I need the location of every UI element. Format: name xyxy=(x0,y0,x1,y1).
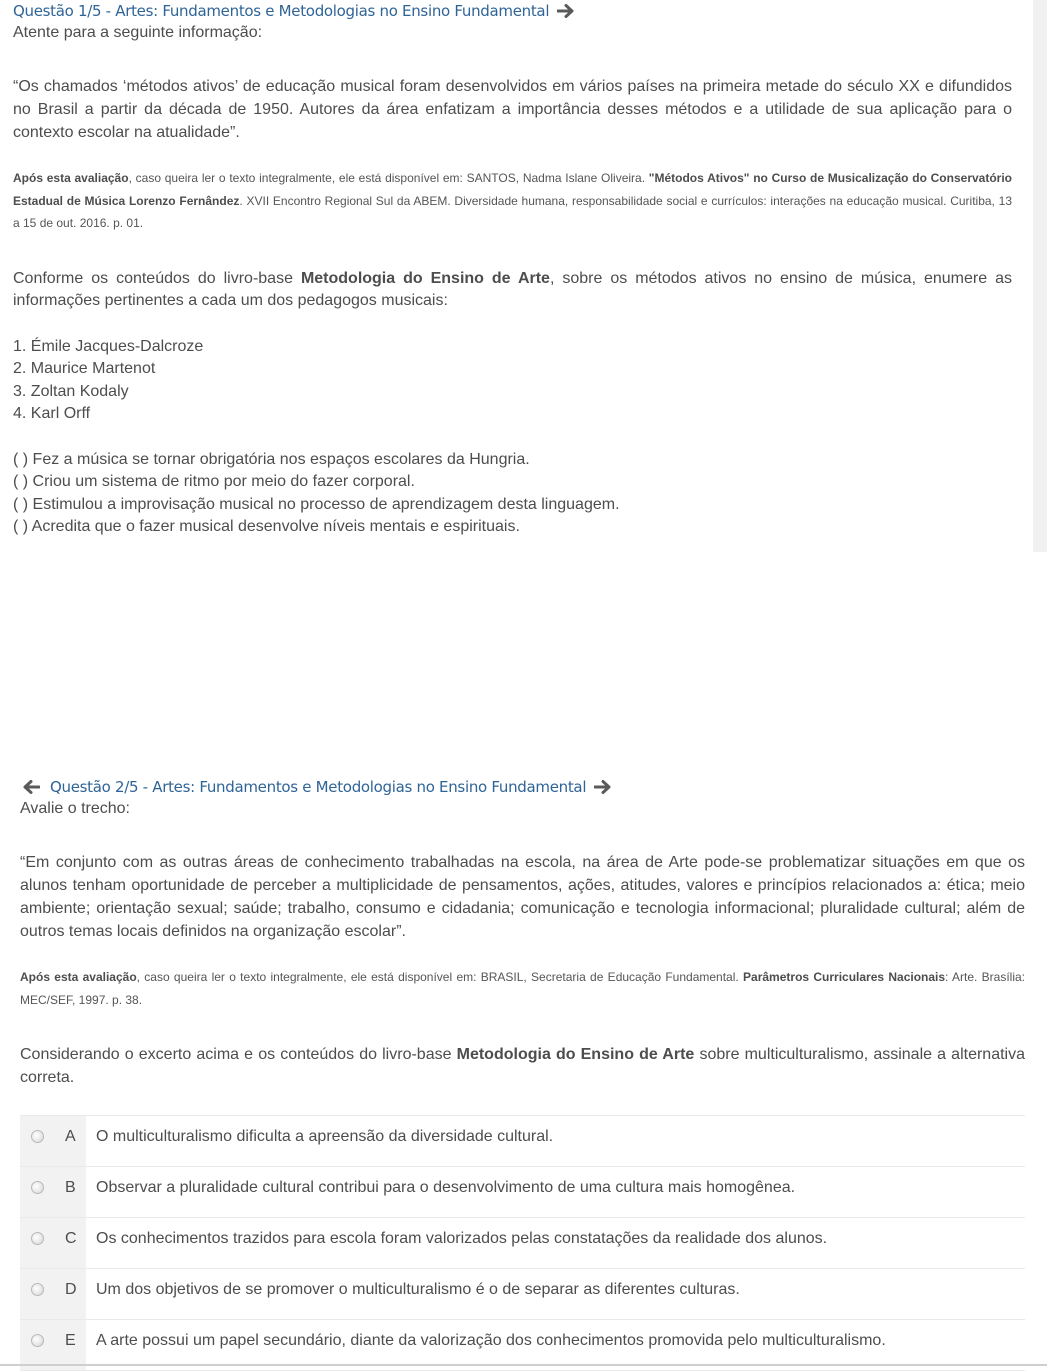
list-item: ( ) Fez a música se tornar obrigatória nos espaços escolares da Hungria. xyxy=(13,450,530,468)
question-2 xyxy=(20,776,1026,1349)
list-item: 2. Maurice Martenot xyxy=(13,360,156,377)
list-item: ( ) Estimulou a improvisação musical no processo de aprendizagem desta linguagem. xyxy=(13,495,620,513)
scrollbar-track[interactable] xyxy=(1033,0,1047,552)
option-text[interactable]: O multiculturalismo dificulta a apreensão da diversidade cultural. xyxy=(96,1128,554,1145)
question-2-title: Questão 2/5 - Artes: Fundamentos e Metodologias no Ensino Fundamental xyxy=(50,778,587,796)
answer-option-b[interactable] xyxy=(20,1167,1025,1218)
option-text[interactable]: Os conhecimentos trazidos para escola foram valorizados pelas constatações da realidade dos alunos. xyxy=(96,1230,828,1247)
option-letter: D xyxy=(65,1281,77,1298)
question-1-prompt: Conforme os conteúdos do livro-base Metodologia do Ensino de Arte, sobre os métodos ativos no ensino de música, enumere as informações pertinentes a cada um dos pedagogos musicais: xyxy=(13,269,1012,309)
radio-button[interactable] xyxy=(31,1181,44,1194)
arrow-right-icon xyxy=(594,779,612,795)
previous-question-button[interactable] xyxy=(20,776,42,798)
question-1-source: Após esta avaliação, caso queira ler o texto integralmente, ele está disponível em: SANTOS, Nadma Islane Oliveira. "Métodos Ativos" no Curso de Musicalização do Conservatório Estadual de Música Lorenzo Fernândez. XVII Encontro Regional Sul da ABEM. Diversidade humana, responsabilidade social e currículos: interações na educação musical. Curitiba, 13 a 15 de out. 2016. p. 01. xyxy=(13,171,1012,230)
option-letter: E xyxy=(65,1332,76,1349)
next-question-button[interactable] xyxy=(592,776,614,798)
question-2-header xyxy=(20,776,1025,798)
question-1-quote: “Os chamados ‘métodos ativos’ de educação musical foram desenvolvidos em vários países na primeira metade do século XX e difundidos no Brasil a partir da década de 1950. Autores da área enfatizam a importância desses métodos e a utilidade de sua aplicação para o contexto escolar na atualidade”. xyxy=(13,78,1012,141)
statements-list xyxy=(13,449,1012,539)
next-question-button[interactable] xyxy=(555,0,577,22)
list-item: 3. Zoltan Kodaly xyxy=(13,382,129,400)
radio-button[interactable] xyxy=(31,1283,44,1296)
question-1-title: Questão 1/5 - Artes: Fundamentos e Metodologias no Ensino Fundamental xyxy=(13,2,550,20)
list-item: 4. Karl Orff xyxy=(13,405,91,422)
option-text[interactable]: A arte possui um papel secundário, diante da valorização dos conhecimentos promovida pelo multiculturalismo. xyxy=(96,1332,886,1349)
question-1-header xyxy=(13,0,1012,22)
question-2-quote: “Em conjunto com as outras áreas de conhecimento trabalhadas na escola, na área de Arte pode-se problematizar situações em que os alunos tenham oportunidade de perceber a multiplicidade de pensamentos, ações, atitudes, valores e princípios relacionados a: ética; meio ambiente; orientação sexual; saúde; trabalho, consumo e cidadania; comunicação e tecnologia informacional; pluralidade cultural; além de outros temas locais definidos na organização escolar”. xyxy=(20,854,1025,940)
list-item: 1. Émile Jacques-Dalcroze xyxy=(13,337,204,355)
arrow-right-icon xyxy=(557,3,575,19)
arrow-left-icon xyxy=(22,779,40,795)
answer-options xyxy=(20,1115,1025,1371)
question-1-intro: Atente para a seguinte informação: xyxy=(13,24,263,41)
option-text[interactable]: Um dos objetivos de se promover o multiculturalismo é o de separar as diferentes culturas. xyxy=(96,1281,740,1298)
answer-option-c[interactable] xyxy=(20,1218,1025,1269)
list-item: ( ) Criou um sistema de ritmo por meio do fazer corporal. xyxy=(13,473,415,490)
answer-option-a[interactable] xyxy=(20,1116,1025,1167)
option-text[interactable]: Observar a pluralidade cultural contribui para o desenvolvimento de uma cultura mais homogênea. xyxy=(96,1179,796,1196)
question-2-source: Após esta avaliação, caso queira ler o texto integralmente, ele está disponível em: BRASIL, Secretaria de Educação Fundamental. Parâmetros Curriculares Nacionais: Arte. Brasília: MEC/SEF, 1997. p. 38. xyxy=(20,970,1025,1007)
answer-option-d[interactable] xyxy=(20,1269,1025,1320)
question-2-prompt: Considerando o excerto acima e os conteúdos do livro-base Metodologia do Ensino de Arte sobre multiculturalismo, assinale a alternativa correta. xyxy=(20,1046,1026,1086)
radio-button[interactable] xyxy=(31,1130,44,1143)
option-letter: A xyxy=(65,1128,76,1145)
radio-button[interactable] xyxy=(31,1232,44,1245)
pedagogues-list xyxy=(13,336,1012,426)
option-letter: B xyxy=(65,1179,76,1196)
question-2-intro: Avalie o trecho: xyxy=(20,800,130,817)
list-item: ( ) Acredita que o fazer musical desenvolve níveis mentais e espirituais. xyxy=(13,518,520,535)
radio-button[interactable] xyxy=(31,1334,44,1347)
question-1 xyxy=(13,0,1012,539)
option-letter: C xyxy=(65,1230,77,1247)
